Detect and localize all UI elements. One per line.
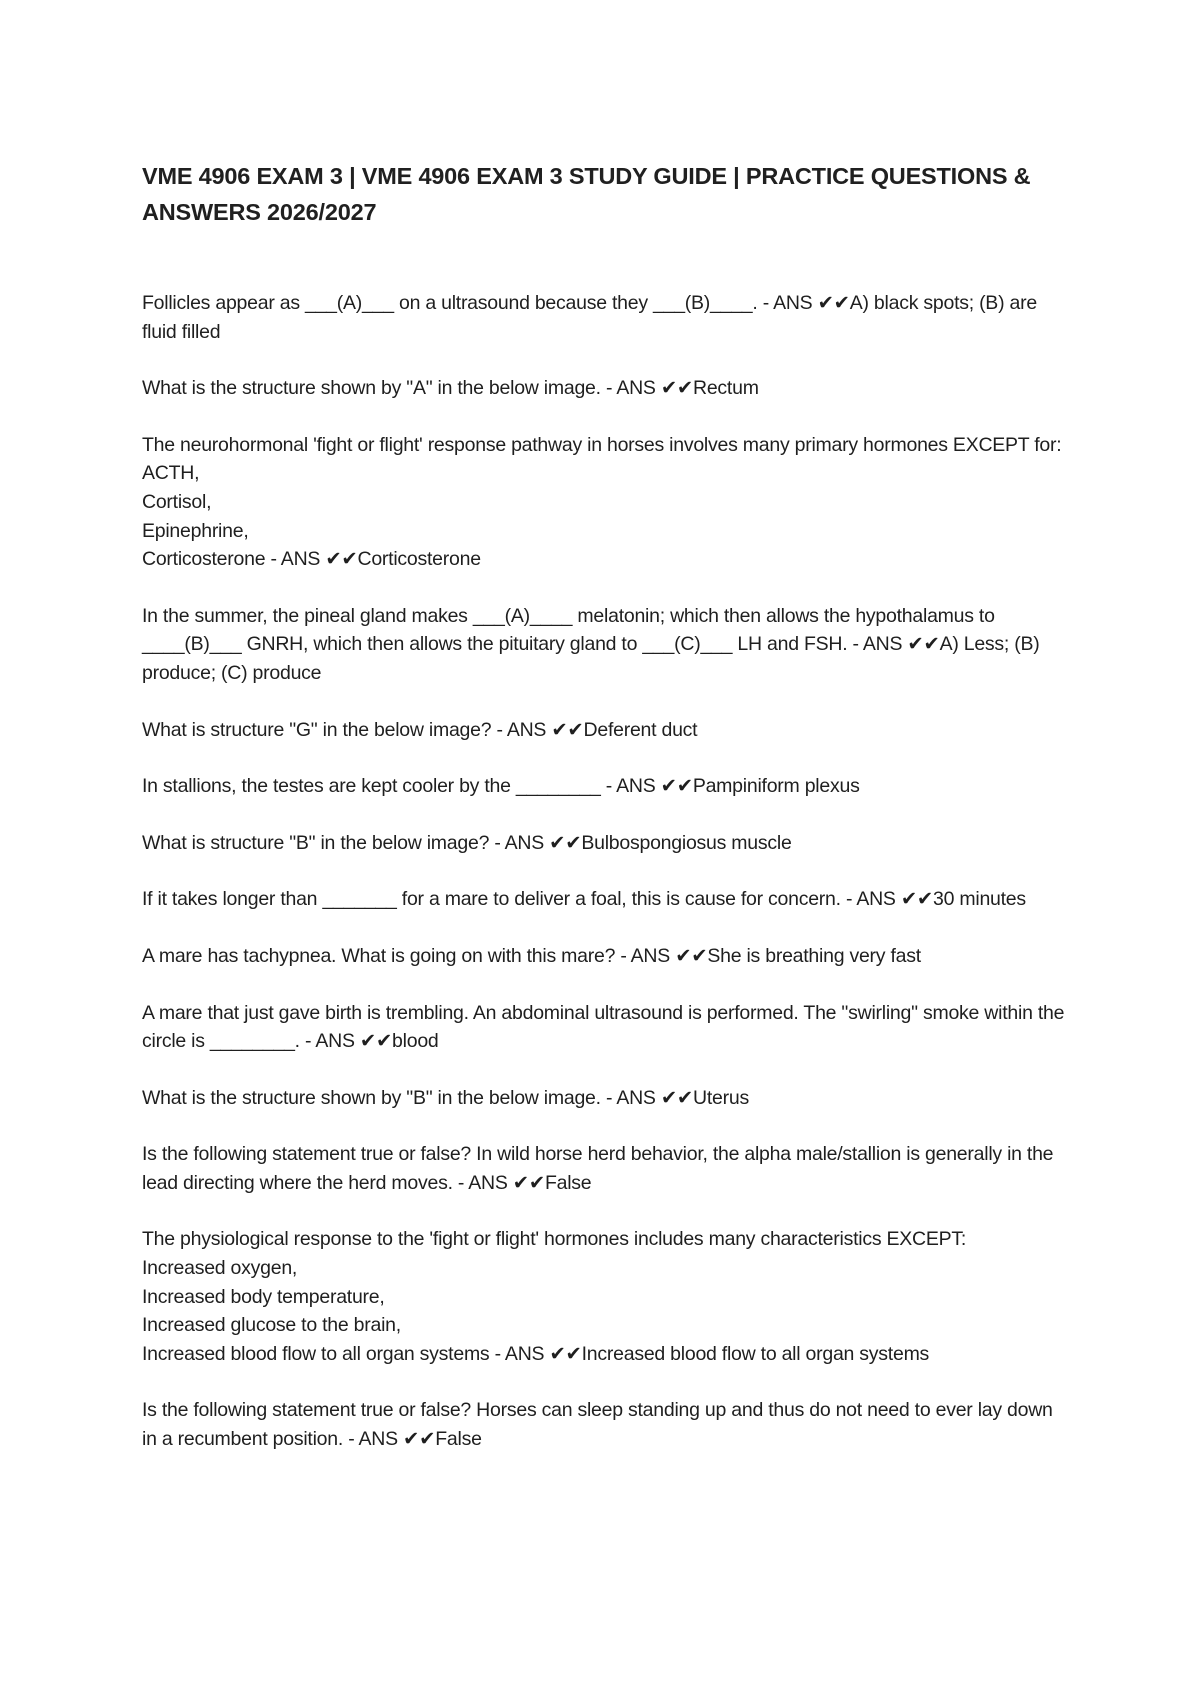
qa-item: Is the following statement true or false? In wild horse herd behavior, the alpha male/stallion is generally in the lead directing where the herd moves. - ANS ✔✔False	[142, 1143, 1054, 1194]
document-title: VME 4906 EXAM 3 | VME 4906 EXAM 3 STUDY GUIDE | PRACTICE QUESTIONS & ANSWERS 2026/2027	[142, 163, 1031, 225]
qa-item: A mare has tachypnea. What is going on with this mare? - ANS ✔✔She is breathing very fast	[142, 944, 921, 967]
qa-item: What is structure "G" in the below image? - ANS ✔✔Deferent duct	[142, 718, 698, 741]
qa-item: What is the structure shown by "B" in the below image. - ANS ✔✔Uterus	[142, 1086, 749, 1109]
qa-item: What is the structure shown by "A" in the below image. - ANS ✔✔Rectum	[142, 377, 759, 400]
qa-item: If it takes longer than _______ for a mare to deliver a foal, this is cause for concern. - ANS ✔✔30 minutes	[142, 888, 1026, 911]
qa-item: The physiological response to the 'fight or flight' hormones includes many characteristics EXCEPT: Increased oxygen, Increased body temperature, Increased glucose to the brain, Increased blood flow to all organ systems - ANS ✔✔Increased blood flow to all organ systems	[142, 1228, 967, 1365]
qa-item: What is structure "B" in the below image? - ANS ✔✔Bulbospongiosus muscle	[142, 831, 792, 854]
qa-item: A mare that just gave birth is trembling. An abdominal ultrasound is performed. The "swirling" smoke within the circle is ________. - ANS ✔✔blood	[142, 1001, 1065, 1053]
document-page	[142, 158, 1072, 1482]
qa-list	[142, 289, 1072, 1454]
qa-item: In stallions, the testes are kept cooler by the ________ - ANS ✔✔Pampiniform plexus	[142, 775, 860, 798]
qa-item: The neurohormonal 'fight or flight' response pathway in horses involves many primary hormones EXCEPT for: ACTH, Cortisol, Epinephrine, Corticosterone - ANS ✔✔Corticosterone	[142, 433, 1062, 571]
qa-item: In the summer, the pineal gland makes ___(A)____ melatonin; which then allows the hypothalamus to ____(B)___ GNRH, which then allows the pituitary gland to ___(C)___ LH and FSH. - ANS ✔✔A) Less; (B) produce; (C) produce	[142, 604, 1040, 684]
qa-item: Follicles appear as ___(A)___ on a ultrasound because they ___(B)____. - ANS ✔✔A) black spots; (B) are fluid filled	[142, 292, 1037, 343]
qa-item: Is the following statement true or false? Horses can sleep standing up and thus do not need to ever lay down in a recumbent position. - ANS ✔✔False	[142, 1399, 1053, 1451]
